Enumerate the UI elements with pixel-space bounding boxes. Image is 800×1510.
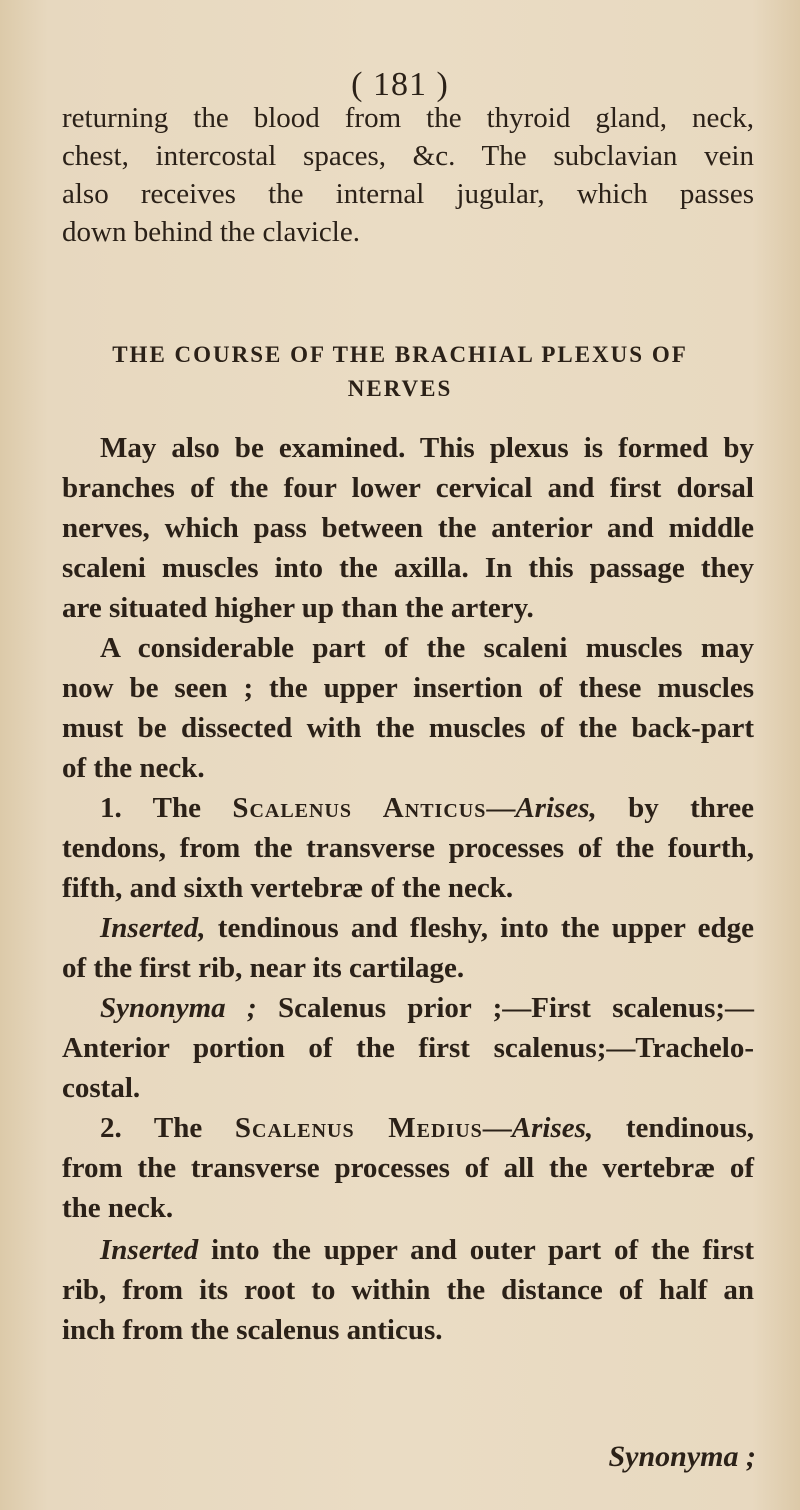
entry-number: 1. The	[100, 792, 233, 824]
dash: —	[482, 1112, 512, 1144]
text-line: tendons, from the transverse processes of the fourth,	[62, 832, 754, 864]
text-run: Scalenus prior ;—First scalenus;—	[256, 992, 755, 1024]
section-heading-continued: NERVES	[347, 376, 453, 401]
arises-label: Arises,	[515, 792, 597, 824]
muscle-name: Scalenus Medius	[234, 1112, 483, 1144]
text-line: down behind the clavicle.	[62, 216, 360, 248]
inserted-label: Inserted	[100, 1234, 199, 1266]
entry-number: 2. The	[100, 1112, 235, 1144]
dash: —	[486, 792, 516, 824]
text-line: A considerable part of the scaleni muscles may	[100, 632, 754, 664]
arises-label: Arises,	[511, 1112, 594, 1144]
synonyma-label: Synonyma ;	[100, 992, 257, 1024]
text-line: must be dissected with the muscles of the back-part	[62, 712, 754, 744]
text-line: of the neck.	[62, 752, 205, 784]
text-line: Anterior portion of the first scalenus;—Trachelo-	[62, 1032, 754, 1064]
muscle-name: Scalenus Anticus	[232, 792, 487, 824]
catchword: Synonyma ;	[608, 1440, 756, 1473]
muscle-entry-line	[100, 790, 754, 826]
text-line: fifth, and sixth vertebræ of the neck.	[62, 872, 514, 904]
inserted-label: Inserted,	[100, 912, 206, 944]
page-number-header: ( 181 )	[351, 66, 449, 103]
section-heading: THE COURSE OF THE BRACHIAL PLEXUS OF	[112, 342, 688, 367]
muscle-entry-line	[100, 1110, 754, 1146]
text-line: inch from the scalenus anticus.	[62, 1314, 443, 1346]
text-line: also receives the internal jugular, which passes	[62, 178, 754, 210]
text-line: rib, from its root to within the distance of half an	[62, 1274, 754, 1306]
text-line: scaleni muscles into the axilla. In this passage they	[62, 552, 754, 584]
text-line: are situated higher up than the artery.	[62, 592, 534, 624]
text-line: the neck.	[62, 1192, 174, 1224]
text-line: returning the blood from the thyroid gland, neck,	[62, 102, 754, 134]
text-line: nerves, which pass between the anterior and middle	[62, 512, 754, 544]
text-run: tendinous,	[593, 1112, 754, 1144]
text-line: from the transverse processes of all the vertebræ of	[62, 1152, 754, 1184]
inserted-line	[100, 1232, 754, 1268]
text-line: costal.	[62, 1072, 141, 1104]
text-run: by three	[596, 792, 754, 824]
text-run: tendinous and fleshy, into the upper edge	[205, 912, 754, 944]
text-run: into the upper and outer part of the first	[198, 1234, 754, 1266]
text-line: branches of the four lower cervical and first dorsal	[62, 472, 754, 504]
text-line: chest, intercostal spaces, &c. The subclavian vein	[62, 140, 754, 172]
text-line: May also be examined. This plexus is formed by	[100, 432, 754, 464]
synonyma-line	[100, 990, 754, 1026]
text-line: now be seen ; the upper insertion of these muscles	[62, 672, 754, 704]
inserted-line	[100, 910, 754, 946]
text-line: of the first rib, near its cartilage.	[62, 952, 465, 984]
